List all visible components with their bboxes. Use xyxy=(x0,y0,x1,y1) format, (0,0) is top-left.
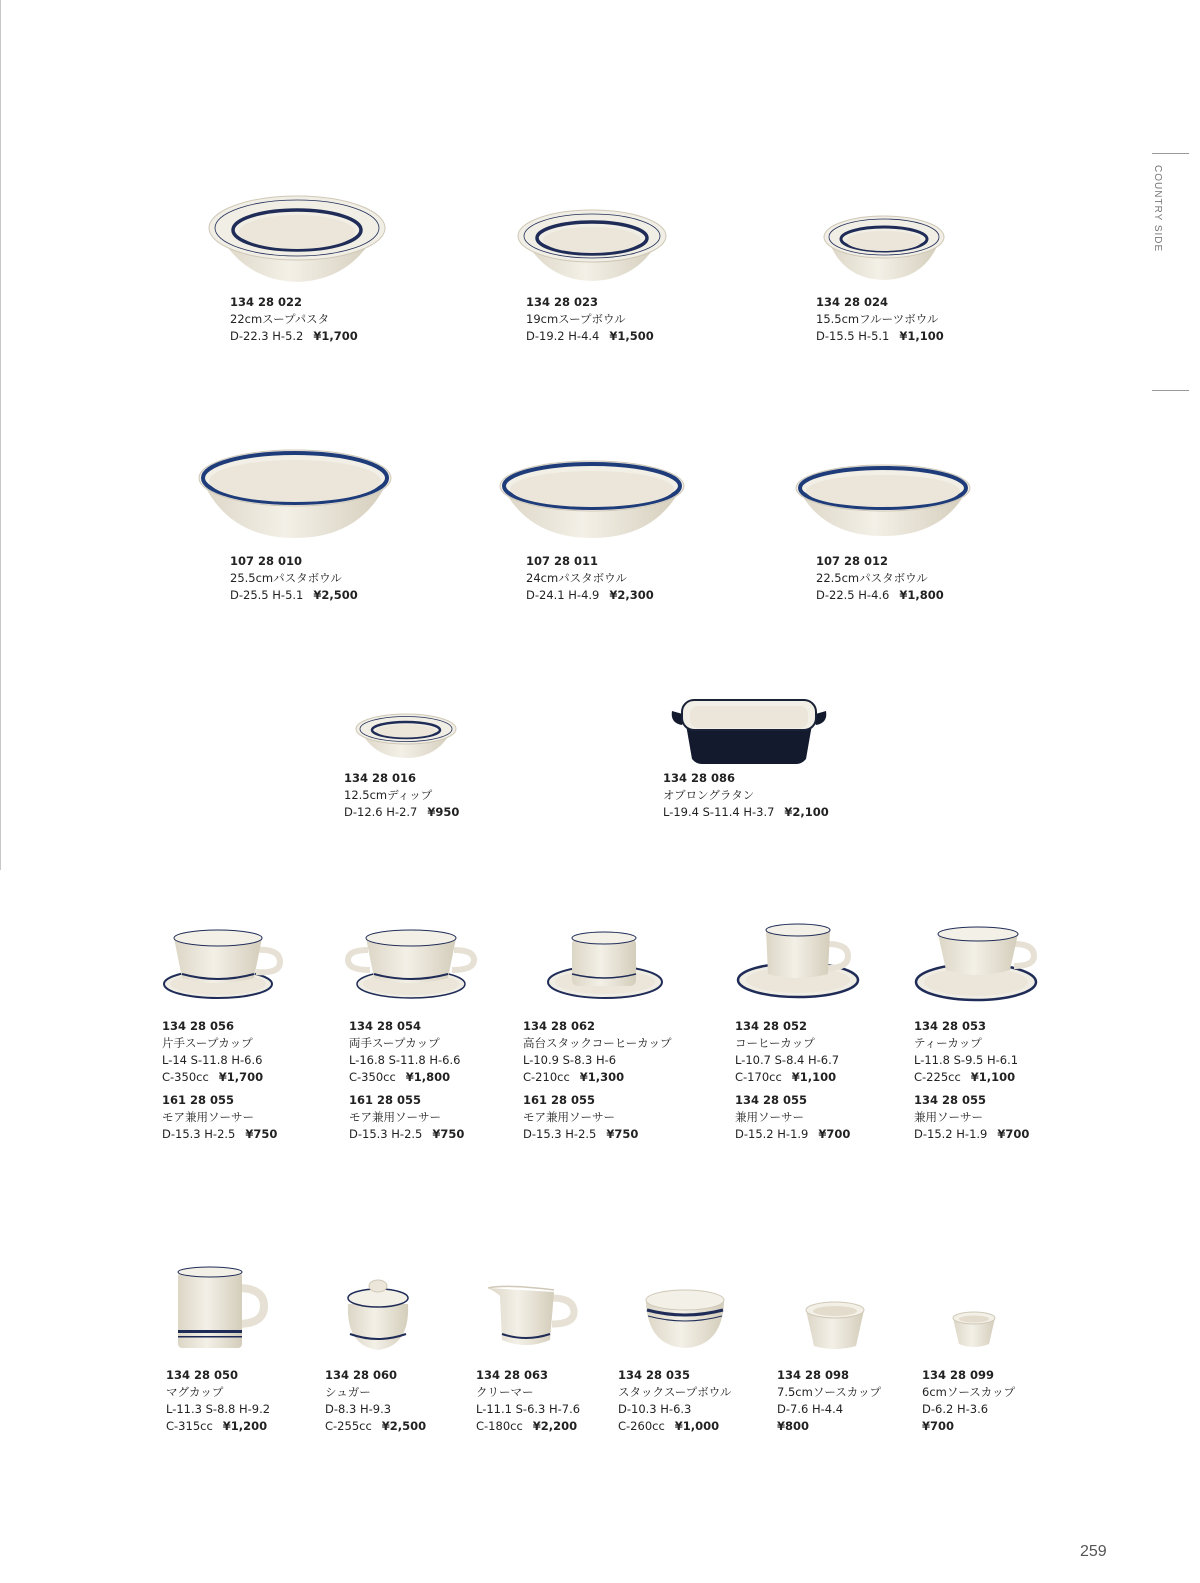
cup-code: 134 28 052 xyxy=(735,1019,808,1033)
saucer-spec: D-15.3 H-2.5 xyxy=(523,1127,597,1141)
left-margin-rule xyxy=(0,0,1,870)
fruit-bowl-image xyxy=(822,215,946,281)
saucer-code: 134 28 055 xyxy=(735,1093,808,1107)
item-spec: D-22.5 H-4.6 xyxy=(816,588,890,602)
item-name: マグカップ xyxy=(166,1385,224,1399)
item-code: 134 28 098 xyxy=(777,1368,850,1382)
cup-price: ¥1,700 xyxy=(218,1070,264,1084)
stack-coffee-cup-image xyxy=(546,930,664,1002)
single-handle-soup-cup-image xyxy=(162,928,288,1002)
item-capacity: C-315cc xyxy=(166,1419,213,1433)
cup-name: ティーカップ xyxy=(914,1036,982,1050)
item-price: ¥800 xyxy=(777,1419,810,1433)
cup-capacity: C-225cc xyxy=(914,1070,961,1084)
cup-name: 片手スープカップ xyxy=(162,1036,253,1050)
item-spec: D-6.2 H-3.6 xyxy=(922,1402,989,1416)
item-price: ¥700 xyxy=(922,1419,955,1433)
saucer-price: ¥750 xyxy=(245,1127,278,1141)
item-name: 7.5cmソースカップ xyxy=(777,1385,882,1399)
cup-spec: L-14 S-11.8 H-6.6 xyxy=(162,1053,263,1067)
cup-code: 134 28 053 xyxy=(914,1019,987,1033)
item-name: シュガー xyxy=(325,1385,371,1399)
item-price: ¥2,500 xyxy=(313,588,358,602)
item-price: ¥2,500 xyxy=(381,1419,427,1433)
item-spec: D-10.3 H-6.3 xyxy=(618,1402,692,1416)
saucer-name: 兼用ソーサー xyxy=(735,1110,804,1124)
item-name: 6cmソースカップ xyxy=(922,1385,1016,1399)
soup-pasta-plate-image xyxy=(207,192,387,287)
item-code: 134 28 035 xyxy=(618,1368,691,1382)
saucer-name: モア兼用ソーサー xyxy=(523,1110,615,1124)
oblong-gratin-image xyxy=(670,697,828,765)
cup-price: ¥1,300 xyxy=(579,1070,625,1084)
cup-capacity: C-210cc xyxy=(523,1070,570,1084)
item-capacity: C-255cc xyxy=(325,1419,372,1433)
item-price: ¥2,200 xyxy=(532,1419,578,1433)
saucer-name: 兼用ソーサー xyxy=(914,1110,983,1124)
item-code: 134 28 099 xyxy=(922,1368,995,1382)
saucer-code: 134 28 055 xyxy=(914,1093,987,1107)
sauce-cup-small-image xyxy=(951,1310,997,1350)
item-spec: D-8.3 H-9.3 xyxy=(325,1402,392,1416)
cup-code: 134 28 062 xyxy=(523,1019,596,1033)
cup-price: ¥1,800 xyxy=(405,1070,451,1084)
cup-capacity: C-350cc xyxy=(349,1070,396,1084)
section-side-label: COUNTRY SIDE xyxy=(1152,165,1163,253)
cup-spec: L-11.8 S-9.5 H-6.1 xyxy=(914,1053,1019,1067)
saucer-name: モア兼用ソーサー xyxy=(349,1110,441,1124)
saucer-price: ¥750 xyxy=(432,1127,465,1141)
item-capacity: C-260cc xyxy=(618,1419,665,1433)
item-spec: D-7.6 H-4.4 xyxy=(777,1402,844,1416)
item-spec: D-25.5 H-5.1 xyxy=(230,588,304,602)
item-name: 25.5cmパスタボウル xyxy=(230,571,342,585)
cup-spec: L-16.8 S-11.8 H-6.6 xyxy=(349,1053,461,1067)
item-spec: D-24.1 H-4.9 xyxy=(526,588,600,602)
tea-cup-image xyxy=(914,926,1040,1006)
saucer-price: ¥700 xyxy=(997,1127,1030,1141)
pasta-bowl-medium-image xyxy=(498,460,686,540)
saucer-code: 161 28 055 xyxy=(349,1093,422,1107)
item-capacity: C-180cc xyxy=(476,1419,523,1433)
cup-code: 134 28 054 xyxy=(349,1019,422,1033)
item-name: オブロングラタン xyxy=(663,788,755,802)
sauce-cup-medium-image xyxy=(804,1300,866,1352)
stack-soup-bowl-image xyxy=(644,1286,726,1350)
item-name: 19cmスープボウル xyxy=(526,312,626,326)
cup-name: 高台スタックコーヒーカップ xyxy=(523,1036,672,1050)
item-name: 15.5cmフルーツボウル xyxy=(816,312,939,326)
cup-name: コーヒーカップ xyxy=(735,1036,815,1050)
item-price: ¥2,100 xyxy=(784,805,829,819)
item-spec: L-19.4 S-11.4 H-3.7 xyxy=(663,805,775,819)
item-code: 134 28 023 xyxy=(526,295,599,309)
saucer-spec: D-15.3 H-2.5 xyxy=(162,1127,236,1141)
saucer-price: ¥700 xyxy=(818,1127,851,1141)
item-price: ¥1,700 xyxy=(313,329,358,343)
saucer-name: モア兼用ソーサー xyxy=(162,1110,254,1124)
dip-dish-image xyxy=(354,712,458,760)
item-price: ¥2,300 xyxy=(609,588,654,602)
item-name: 22cmスープパスタ xyxy=(230,312,330,326)
item-code: 134 28 063 xyxy=(476,1368,549,1382)
saucer-price: ¥750 xyxy=(606,1127,639,1141)
page-number: 259 xyxy=(1080,1543,1107,1560)
saucer-code: 161 28 055 xyxy=(162,1093,235,1107)
item-code: 134 28 024 xyxy=(816,295,889,309)
item-price: ¥1,100 xyxy=(899,329,944,343)
item-code: 107 28 010 xyxy=(230,554,303,568)
item-code: 134 28 050 xyxy=(166,1368,239,1382)
cup-capacity: C-170cc xyxy=(735,1070,782,1084)
item-price: ¥1,500 xyxy=(609,329,654,343)
coffee-cup-image xyxy=(736,922,860,1002)
item-code: 134 28 086 xyxy=(663,771,736,785)
item-price: ¥1,000 xyxy=(674,1419,720,1433)
item-price: ¥1,800 xyxy=(899,588,944,602)
soup-bowl-image xyxy=(516,208,668,283)
cup-name: 両手スープカップ xyxy=(349,1036,440,1050)
item-price: ¥950 xyxy=(427,805,460,819)
item-spec: L-11.1 S-6.3 H-7.6 xyxy=(476,1402,581,1416)
item-code: 134 28 016 xyxy=(344,771,417,785)
item-name: スタックスープボウル xyxy=(618,1385,732,1399)
side-tick-bottom xyxy=(1152,390,1189,391)
creamer-image xyxy=(486,1282,578,1350)
item-name: 24cmパスタボウル xyxy=(526,571,627,585)
side-tick-top xyxy=(1152,153,1189,154)
cup-price: ¥1,100 xyxy=(970,1070,1016,1084)
sugar-pot-image xyxy=(344,1276,412,1352)
item-code: 107 28 011 xyxy=(526,554,599,568)
item-code: 107 28 012 xyxy=(816,554,889,568)
cup-price: ¥1,100 xyxy=(791,1070,837,1084)
item-spec: D-19.2 H-4.4 xyxy=(526,329,600,343)
double-handle-soup-cup-image xyxy=(346,928,476,1002)
saucer-spec: D-15.2 H-1.9 xyxy=(735,1127,809,1141)
item-name: 12.5cmディップ xyxy=(344,788,433,802)
cup-spec: L-10.9 S-8.3 H-6 xyxy=(523,1053,617,1067)
mug-image xyxy=(172,1266,268,1350)
pasta-bowl-small-image xyxy=(794,464,972,538)
item-code: 134 28 022 xyxy=(230,295,303,309)
saucer-spec: D-15.3 H-2.5 xyxy=(349,1127,423,1141)
item-name: クリーマー xyxy=(476,1385,534,1399)
pasta-bowl-large-image xyxy=(197,448,393,540)
item-spec: D-12.6 H-2.7 xyxy=(344,805,418,819)
cup-capacity: C-350cc xyxy=(162,1070,209,1084)
item-spec: D-22.3 H-5.2 xyxy=(230,329,304,343)
cup-code: 134 28 056 xyxy=(162,1019,235,1033)
item-price: ¥1,200 xyxy=(222,1419,268,1433)
item-name: 22.5cmパスタボウル xyxy=(816,571,928,585)
saucer-code: 161 28 055 xyxy=(523,1093,596,1107)
saucer-spec: D-15.2 H-1.9 xyxy=(914,1127,988,1141)
item-code: 134 28 060 xyxy=(325,1368,398,1382)
cup-spec: L-10.7 S-8.4 H-6.7 xyxy=(735,1053,840,1067)
item-spec: L-11.3 S-8.8 H-9.2 xyxy=(166,1402,271,1416)
item-spec: D-15.5 H-5.1 xyxy=(816,329,890,343)
